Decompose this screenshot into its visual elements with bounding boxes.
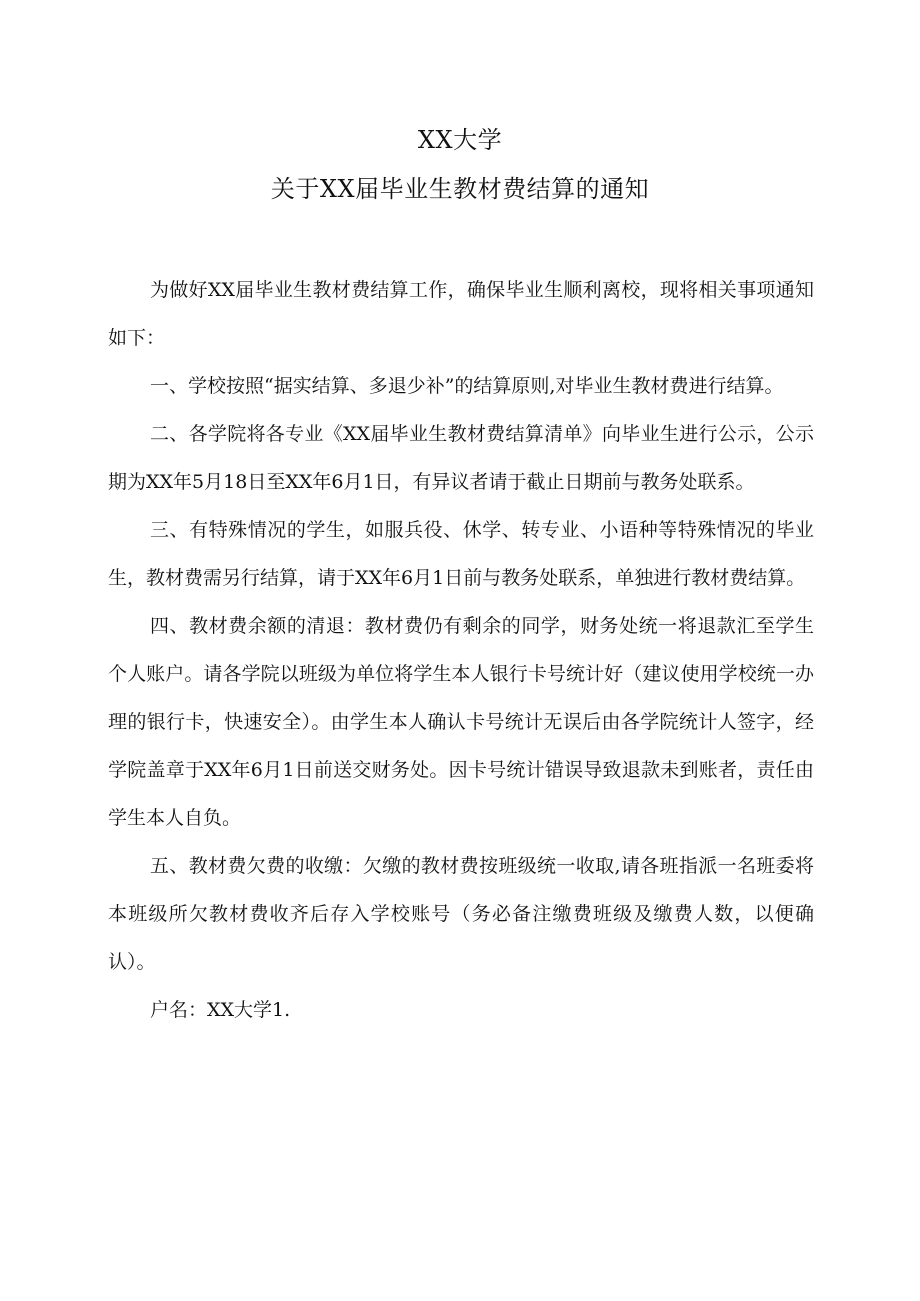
- paragraph-item-3: 三、有特殊情况的学生，如服兵役、休学、转专业、小语种等特殊情况的毕业生，教材费需另行结算，请于XX年6月1日前与教务处联系，单独进行教材费结算。: [108, 519, 814, 589]
- paragraph-account-name: 户名：XX大学1.: [150, 999, 291, 1021]
- paragraph-intro: 为做好XX届毕业生教材费结算工作，确保毕业生顺利离校，现将相关事项通知如下：: [108, 279, 814, 349]
- paragraph-item-2: 二、各学院将各专业《XX届毕业生教材费结算清单》向毕业生进行公示，公示期为XX年5月18日至XX年6月1日，有异议者请于截止日期前与教务处联系。: [108, 423, 814, 493]
- paragraph-item-1: 一、学校按照“据实结算、多退少补”的结算原则,对毕业生教材费进行结算。: [150, 375, 784, 397]
- paragraph-item-5: 五、教材费欠费的收缴：欠缴的教材费按班级统一收取,请各班指派一名班委将本班级所欠教材费收齐后存入学校账号（务必备注缴费班级及缴费人数，以便确认）。: [108, 855, 814, 973]
- document-title-institution: XX大学: [417, 126, 503, 154]
- document-title-notice: 关于XX届毕业生教材费结算的通知: [270, 175, 650, 203]
- paragraph-item-4: 四、教材费余额的清退：教材费仍有剩余的同学，财务处统一将退款汇至学生个人账户。请各学院以班级为单位将学生本人银行卡号统计好（建议使用学校统一办理的银行卡，快速安全）。由学生本人确认卡号统计无误后由各学院统计人签字，经学院盖章于XX年6月1日前送交财务处。因卡号统计错误导致退款未到账者，责任由学生本人自负。: [108, 615, 814, 829]
- document-body: [108, 266, 814, 1034]
